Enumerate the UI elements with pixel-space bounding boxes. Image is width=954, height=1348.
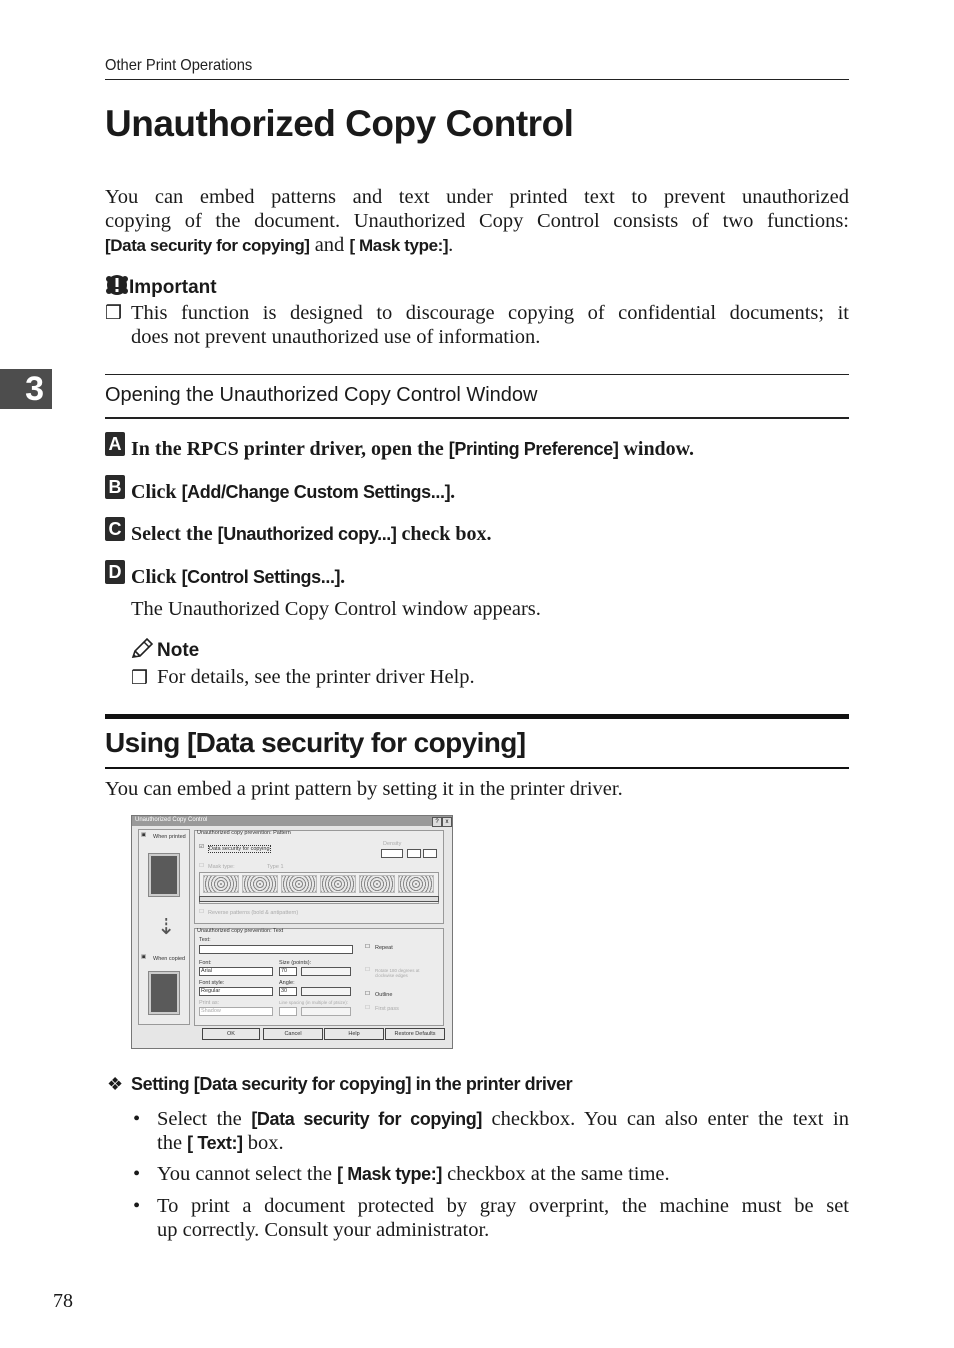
term-mask-type: [ Mask type:] (349, 236, 449, 255)
step-3-badge: C (105, 517, 125, 541)
bullet-1-line2-pre: the (157, 1132, 188, 1154)
size-value: 70 (281, 968, 288, 974)
section-rule-thin (105, 767, 849, 769)
data-security-checkbox[interactable]: ☑ (199, 844, 204, 850)
step-1-pre: In the RPCS printer driver, open the (131, 438, 449, 460)
font-label: Font: (199, 960, 212, 966)
important-icon (105, 273, 129, 297)
bullet-3-line-1: To print a document protected by gray overprint, the machine must be set (157, 1195, 849, 1217)
intro-paragraph (105, 185, 849, 258)
bullet-1-line-2 (157, 1131, 849, 1155)
bullet-2-ui: [ Mask type:] (337, 1164, 442, 1184)
important-text (131, 301, 849, 349)
size-input[interactable] (279, 967, 297, 976)
density-slider-end[interactable] (423, 849, 437, 858)
bullet-1-body (157, 1107, 849, 1155)
size-slider[interactable] (301, 967, 351, 976)
text-group-label: Unauthorized copy prevention: Text (197, 928, 284, 934)
preview-panel (138, 829, 190, 1025)
section-rule-thick (105, 714, 849, 719)
important-line-1: This function is designed to discourage copying of confidential documents; it (131, 302, 849, 324)
reverse-pattern-label: Reverse patterns (bold & antipattern) (208, 910, 299, 916)
dialog-help-button[interactable]: ? (432, 817, 442, 827)
header-rule (105, 79, 849, 80)
arrow-down-icon: ⇣ (157, 914, 176, 939)
step-2-post: . (450, 481, 456, 503)
bullet-2-body (157, 1162, 849, 1186)
diamond-icon: ❖ (107, 1074, 124, 1094)
intro-and: and (309, 234, 350, 256)
pattern-swatch-2[interactable] (242, 875, 278, 893)
outline-checkbox[interactable]: ☐ (365, 991, 370, 997)
pattern-group-label: Unauthorized copy prevention: Pattern (197, 830, 291, 836)
bullet-dot: • (133, 1108, 141, 1130)
reverse-pattern-checkbox[interactable]: ☐ (199, 909, 204, 915)
step-4-badge: D (105, 560, 125, 584)
step-1-post: window. (618, 438, 695, 460)
density-slider[interactable] (407, 849, 421, 858)
bullet-item-1 (133, 1107, 849, 1155)
subsection-rule-bottom (105, 417, 849, 419)
when-copied-label: When copied (153, 956, 186, 962)
bullet-2-post: checkbox at the same time. (441, 1163, 670, 1185)
note-checkbox-glyph: ❒ (131, 668, 149, 689)
step-1 (131, 438, 694, 461)
intro-period: . (448, 234, 454, 256)
page-title: Unauthorized Copy Control (105, 103, 574, 144)
line-spacing-label: Line spacing (in multiple of ptsize): (279, 1000, 349, 1005)
step-3-ui: [Unauthorized copy...] (217, 524, 397, 544)
step-4-pre: Click (131, 566, 182, 588)
font-style-select[interactable] (199, 987, 273, 996)
print-as-label: Print as: (199, 1000, 220, 1006)
step-4-post: . (340, 566, 346, 588)
bullet-1-pre: Select the (157, 1108, 252, 1130)
outline-label: Outline (375, 992, 393, 998)
note-label: Note (157, 640, 200, 661)
subsection-title: Opening the Unauthorized Copy Control Window (105, 384, 538, 406)
step-4-ui: [Control Settings...] (181, 567, 341, 587)
step-4 (131, 566, 345, 589)
bullet-dot: • (133, 1163, 141, 1185)
important-checkbox-glyph: ❒ (105, 303, 123, 324)
pattern-swatch-6[interactable] (398, 875, 434, 893)
pattern-swatch-1[interactable] (203, 875, 239, 893)
bullet-item-3 (133, 1194, 849, 1242)
step-1-badge: A (105, 432, 125, 456)
pattern-group (194, 830, 444, 924)
settings-heading: Setting [Data security for copying] in the printer driver (131, 1074, 573, 1094)
font-select[interactable] (199, 967, 273, 976)
font-style-value: Regular (201, 988, 221, 994)
first-page-label: First pass (375, 1006, 399, 1012)
step-2 (131, 481, 455, 504)
important-line-2: does not prevent unauthorized use of information. (131, 326, 541, 348)
font-value: Arial (201, 968, 213, 974)
chapter-number: 3 (25, 370, 44, 408)
bullet-3-line-2: up correctly. Consult your administrator. (157, 1219, 490, 1241)
copier-icon: ▣ (141, 954, 147, 960)
step-4-result: The Unauthorized Copy Control window appears. (131, 598, 541, 620)
repeat-checkbox[interactable]: ☐ (365, 944, 370, 950)
pattern-swatch-4[interactable] (320, 875, 356, 893)
print-as-select[interactable] (199, 1007, 273, 1016)
bullet-1-line2-post: box. (242, 1132, 284, 1154)
page-number: 78 (53, 1290, 73, 1312)
angle-value: 30 (281, 988, 288, 994)
print-as-value: Shadow (201, 1008, 221, 1014)
bullet-1-line-1 (157, 1107, 849, 1131)
repeat-label: Repeat (375, 945, 393, 951)
bullet-3-body (157, 1194, 849, 1242)
unauthorized-copy-dialog (131, 815, 453, 1049)
bullet-1-line2-ui: [ Text:] (187, 1133, 243, 1153)
subsection-rule-top (105, 374, 849, 375)
printer-icon: ▣ (141, 832, 147, 838)
pencil-icon (131, 637, 155, 659)
text-label: Text: (199, 937, 211, 943)
dialog-close-button[interactable]: x (442, 817, 452, 827)
restore-defaults-button[interactable]: Restore Defaults (385, 1028, 445, 1040)
important-label: Important (129, 277, 217, 298)
dialog-title: Unauthorized Copy Control (135, 817, 208, 823)
dialog-titlebar (132, 816, 452, 826)
angle-input[interactable] (279, 987, 297, 996)
note-text: For details, see the printer driver Help. (157, 666, 475, 688)
pattern-scrollbar[interactable] (199, 896, 439, 902)
rotate-label: Rotate 180 degrees at clockwise edges (375, 968, 420, 978)
line-spacing-slider[interactable] (301, 1007, 351, 1016)
printed-page-thumbnail (149, 854, 179, 896)
step-1-ui: [Printing Preference] (448, 439, 619, 459)
mask-type-label: Mask type: (208, 864, 235, 870)
density-select[interactable] (381, 849, 403, 858)
copied-page-thumbnail (149, 972, 179, 1014)
section-title: Using [Data security for copying] (105, 727, 526, 758)
mask-type-checkbox[interactable]: ☐ (199, 863, 204, 869)
chapter-tab (0, 369, 52, 409)
cancel-button[interactable]: Cancel (263, 1028, 323, 1040)
important-heading (105, 273, 217, 299)
angle-slider[interactable] (301, 987, 351, 996)
bullet-dot: • (133, 1195, 141, 1217)
when-printed-label: When printed (153, 834, 186, 840)
step-2-ui: [Add/Change Custom Settings...] (181, 482, 451, 502)
line-spacing-input[interactable] (279, 1007, 297, 1016)
type-label: Type 1 (267, 864, 284, 870)
intro-line-3 (105, 233, 849, 258)
step-3-post: check box. (396, 523, 492, 545)
step-2-pre: Click (131, 481, 182, 503)
note-heading (131, 637, 199, 662)
font-style-label: Font style: (199, 980, 225, 986)
intro-line-1: You can embed patterns and text under printed text to prevent unauthorized (105, 186, 849, 208)
pattern-swatch-3[interactable] (281, 875, 317, 893)
bullet-1-post: checkbox. You can also enter the text in (481, 1108, 849, 1130)
pattern-swatch-5[interactable] (359, 875, 395, 893)
bullet-item-2 (133, 1162, 849, 1186)
step-2-badge: B (105, 475, 125, 499)
bullet-1-ui: [Data security for copying] (251, 1109, 482, 1129)
angle-label: Angle: (279, 980, 295, 986)
section-intro: You can embed a print pattern by setting it in the printer driver. (105, 778, 623, 800)
size-label: Size (points): (279, 960, 312, 966)
ok-button[interactable]: OK (202, 1028, 260, 1040)
step-3 (131, 523, 492, 546)
term-data-security: [Data security for copying] (105, 236, 310, 255)
step-3-pre: Select the (131, 523, 218, 545)
density-label: Density (383, 841, 402, 847)
running-header: Other Print Operations (105, 57, 253, 74)
rotate-checkbox[interactable]: ☐ (365, 967, 370, 973)
text-group (194, 928, 444, 1026)
help-button[interactable]: Help (324, 1028, 384, 1040)
first-page-checkbox[interactable]: ☐ (365, 1005, 370, 1011)
bullet-2-pre: You cannot select the (157, 1163, 338, 1185)
intro-line-2: copying of the document. Unauthorized Copy Control consists of two functions: (105, 210, 849, 232)
data-security-label: Data security for copying (209, 846, 270, 852)
